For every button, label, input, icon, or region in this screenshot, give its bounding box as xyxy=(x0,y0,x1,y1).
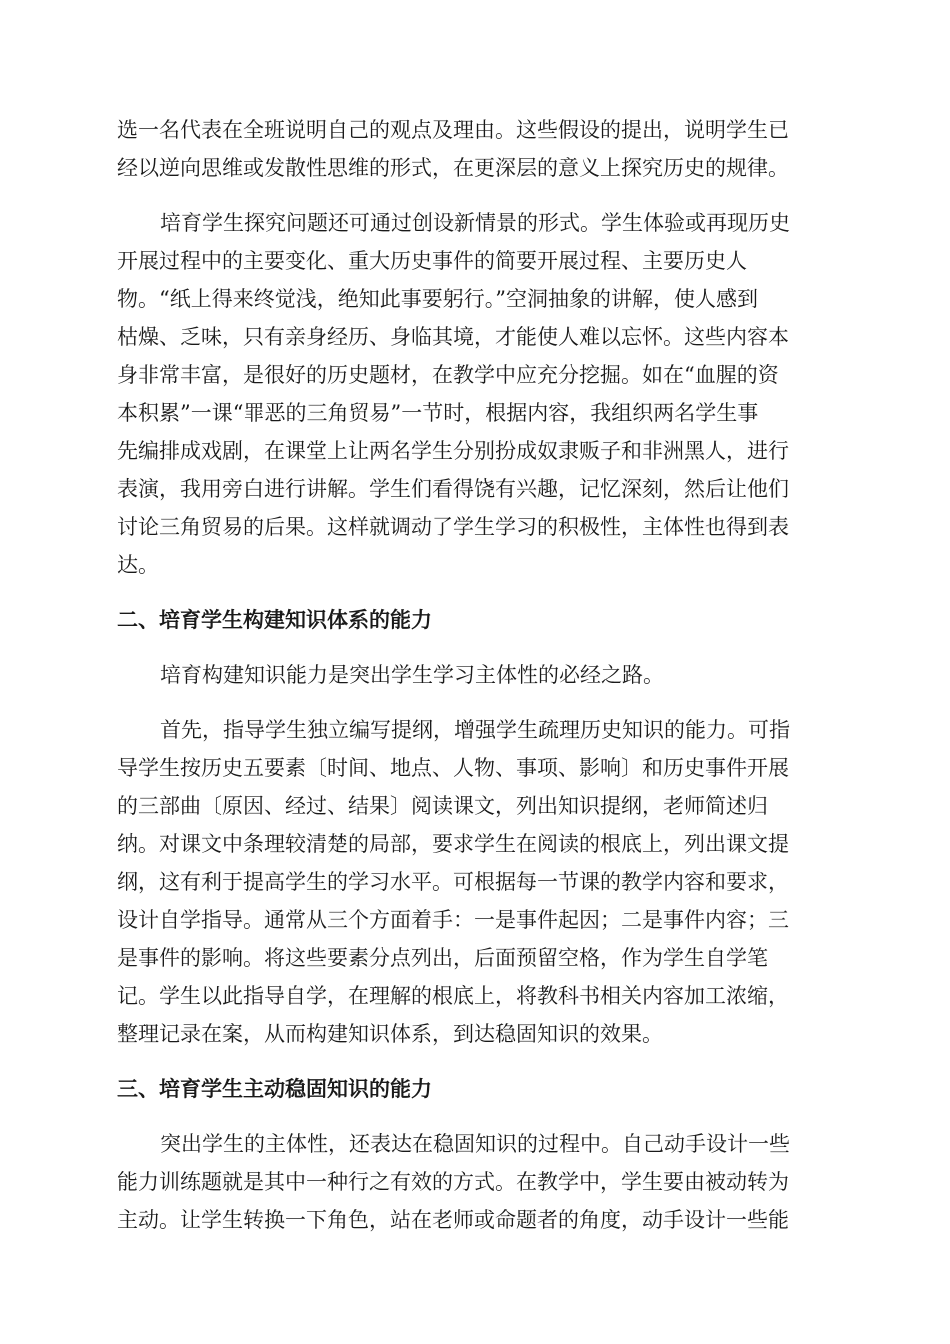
text-line: 记。学生以此指导自学，在理解的根底上，将教科书相关内容加工浓缩， xyxy=(117,984,789,1008)
text-line: 首先，指导学生独立编写提纲，增强学生疏理历史知识的能力。可指 xyxy=(160,718,790,742)
text-line: 开展过程中的主要变化、重大历史事件的简要开展过程、主要历史人 xyxy=(117,249,747,273)
text-line: 的三部曲〔原因、经过、结果〕阅读课文，列出知识提纲，老师简述归 xyxy=(117,794,768,818)
text-line: 物。“纸上得来终觉浅，绝知此事要躬行。”空洞抽象的讲解，使人感到 xyxy=(117,287,758,311)
text-line: 突出学生的主体性，还表达在稳固知识的过程中。自己动手设计一些 xyxy=(160,1132,790,1156)
text-line: 经以逆向思维或发散性思维的形式，在更深层的意义上探究历史的规律。 xyxy=(117,156,789,180)
text-line: 表演，我用旁白进行讲解。学生们看得饶有兴趣，记忆深刻，然后让他们 xyxy=(117,477,789,501)
text-line: 设计自学指导。通常从三个方面着手：一是事件起因；二是事件内容；三 xyxy=(117,908,789,932)
text-line: 纲，这有利于提高学生的学习水平。可根据每一节课的教学内容和要求， xyxy=(117,870,789,894)
text-line: 身非常丰富，是很好的历史题材，在教学中应充分挖掘。如在“血腥的资 xyxy=(117,363,779,387)
text-line: 培育学生探究问题还可通过创设新情景的形式。学生体验或再现历史 xyxy=(160,211,790,235)
text-line: 主动。让学生转换一下角色，站在老师或命题者的角度，动手设计一些能 xyxy=(117,1208,789,1232)
text-line: 达。 xyxy=(117,553,159,577)
section-heading-2: 二、培育学生构建知识体系的能力 xyxy=(117,608,432,632)
text-line: 先编排成戏剧，在课堂上让两名学生分别扮成奴隶贩子和非洲黑人，进行 xyxy=(117,439,789,463)
text-line: 整理记录在案，从而构建知识体系，到达稳固知识的效果。 xyxy=(117,1022,663,1046)
text-line: 纳。对课文中条理较清楚的局部，要求学生在阅读的根底上，列出课文提 xyxy=(117,832,789,856)
text-line: 是事件的影响。将这些要素分点列出，后面预留空格，作为学生自学笔 xyxy=(117,946,768,970)
text-line: 本积累”一课“罪恶的三角贸易”一节时，根据内容，我组织两名学生事 xyxy=(117,401,759,425)
text-line: 枯燥、乏味，只有亲身经历、身临其境，才能使人难以忘怀。这些内容本 xyxy=(117,325,789,349)
section-heading-3: 三、培育学生主动稳固知识的能力 xyxy=(117,1077,432,1101)
text-line: 培育构建知识能力是突出学生学习主体性的必经之路。 xyxy=(160,663,664,687)
text-line: 能力训练题就是其中一种行之有效的方式。在教学中，学生要由被动转为 xyxy=(117,1170,789,1194)
text-line: 导学生按历史五要素〔时间、地点、人物、事项、影响〕和历史事件开展 xyxy=(117,756,789,780)
text-line: 讨论三角贸易的后果。这样就调动了学生学习的积极性，主体性也得到表 xyxy=(117,515,789,539)
text-line: 选一名代表在全班说明自己的观点及理由。这些假设的提出，说明学生已 xyxy=(117,118,789,142)
